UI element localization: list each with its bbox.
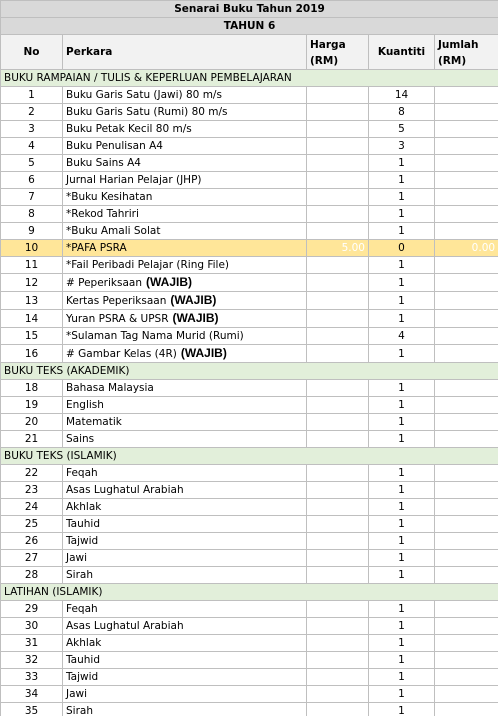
cell-jumlah[interactable] <box>435 310 499 328</box>
header-row <box>1 35 499 70</box>
cell-harga[interactable] <box>307 703 369 716</box>
cell-no[interactable]: 19 <box>1 397 63 414</box>
cell-kuantiti[interactable]: 1 <box>369 703 435 716</box>
item-label: Tajwid <box>66 671 99 683</box>
item-label: Buku Penulisan A4 <box>66 140 163 152</box>
cell-no[interactable]: 15 <box>1 328 63 345</box>
cell-no[interactable]: 11 <box>1 257 63 274</box>
cell-jumlah[interactable] <box>435 274 499 292</box>
cell-no[interactable]: 18 <box>1 380 63 397</box>
cell-perkara[interactable] <box>63 206 307 223</box>
table-row <box>1 567 499 584</box>
cell-no[interactable]: 25 <box>1 516 63 533</box>
cell-jumlah[interactable] <box>435 292 499 310</box>
cell-harga[interactable] <box>307 206 369 223</box>
cell-kuantiti[interactable]: 1 <box>369 397 435 414</box>
cell-kuantiti[interactable]: 4 <box>369 328 435 345</box>
cell-kuantiti[interactable]: 3 <box>369 138 435 155</box>
item-label: Buku Garis Satu (Jawi) 80 m/s <box>66 89 222 101</box>
cell-perkara[interactable] <box>63 310 307 328</box>
cell-perkara[interactable] <box>63 618 307 635</box>
cell-no[interactable]: 29 <box>1 601 63 618</box>
table-row <box>1 703 499 716</box>
cell-jumlah[interactable] <box>435 482 499 499</box>
item-label: # Peperiksaan <box>66 277 142 289</box>
cell-perkara[interactable] <box>63 465 307 482</box>
table-row <box>1 328 499 345</box>
cell-perkara[interactable] <box>63 138 307 155</box>
cell-kuantiti[interactable]: 1 <box>369 669 435 686</box>
header-no[interactable]: No <box>1 35 63 70</box>
cell-kuantiti[interactable]: 1 <box>369 206 435 223</box>
cell-jumlah[interactable]: 0.00 <box>435 240 499 257</box>
cell-harga[interactable] <box>307 550 369 567</box>
cell-kuantiti[interactable]: 1 <box>369 292 435 310</box>
cell-jumlah[interactable] <box>435 431 499 448</box>
cell-perkara[interactable] <box>63 567 307 584</box>
table-row <box>1 172 499 189</box>
cell-perkara[interactable] <box>63 516 307 533</box>
cell-kuantiti[interactable]: 1 <box>369 380 435 397</box>
table-row <box>1 686 499 703</box>
item-label: Jawi <box>66 688 88 700</box>
cell-jumlah[interactable] <box>435 567 499 584</box>
cell-perkara[interactable] <box>63 87 307 104</box>
cell-kuantiti[interactable]: 1 <box>369 618 435 635</box>
table-row <box>1 257 499 274</box>
section-label[interactable]: BUKU RAMPAIAN / TULIS & KEPERLUAN PEMBELAJARAN <box>1 70 499 87</box>
cell-perkara[interactable] <box>63 703 307 716</box>
cell-harga[interactable] <box>307 104 369 121</box>
cell-kuantiti[interactable]: 1 <box>369 482 435 499</box>
cell-perkara[interactable] <box>63 499 307 516</box>
cell-kuantiti[interactable]: 8 <box>369 104 435 121</box>
cell-kuantiti[interactable]: 1 <box>369 686 435 703</box>
cell-kuantiti[interactable]: 1 <box>369 274 435 292</box>
cell-no[interactable]: 16 <box>1 345 63 363</box>
cell-jumlah[interactable] <box>435 652 499 669</box>
item-label: Akhlak <box>66 637 102 649</box>
cell-no[interactable]: 13 <box>1 292 63 310</box>
cell-harga[interactable] <box>307 533 369 550</box>
cell-jumlah[interactable] <box>435 414 499 431</box>
cell-harga[interactable] <box>307 189 369 206</box>
cell-harga[interactable] <box>307 155 369 172</box>
cell-harga[interactable] <box>307 345 369 363</box>
cell-harga[interactable] <box>307 292 369 310</box>
table-row <box>1 380 499 397</box>
cell-perkara[interactable] <box>63 189 307 206</box>
item-label: Buku Garis Satu (Rumi) 80 m/s <box>66 106 228 118</box>
cell-kuantiti[interactable]: 5 <box>369 121 435 138</box>
cell-perkara[interactable] <box>63 345 307 363</box>
item-label: Feqah <box>66 603 98 615</box>
cell-jumlah[interactable] <box>435 499 499 516</box>
cell-jumlah[interactable] <box>435 257 499 274</box>
cell-kuantiti[interactable]: 1 <box>369 414 435 431</box>
cell-no[interactable]: 2 <box>1 104 63 121</box>
cell-harga[interactable] <box>307 686 369 703</box>
cell-jumlah[interactable] <box>435 189 499 206</box>
header-jumlah[interactable]: Jumlah (RM) <box>435 35 499 70</box>
cell-no[interactable]: 7 <box>1 189 63 206</box>
cell-perkara[interactable] <box>63 380 307 397</box>
cell-no[interactable]: 1 <box>1 87 63 104</box>
table-row <box>1 121 499 138</box>
cell-kuantiti[interactable]: 1 <box>369 189 435 206</box>
cell-perkara[interactable] <box>63 274 307 292</box>
table-row <box>1 499 499 516</box>
item-label: Buku Sains A4 <box>66 157 141 169</box>
table-row <box>1 87 499 104</box>
cell-harga[interactable] <box>307 482 369 499</box>
cell-no[interactable]: 8 <box>1 206 63 223</box>
item-label: # Gambar Kelas (4R) <box>66 348 177 360</box>
header-perkara[interactable]: Perkara <box>63 35 307 70</box>
cell-harga[interactable] <box>307 257 369 274</box>
cell-harga[interactable] <box>307 567 369 584</box>
item-label: Sirah <box>66 569 93 581</box>
cell-perkara[interactable] <box>63 686 307 703</box>
table-row <box>1 482 499 499</box>
cell-perkara[interactable] <box>63 155 307 172</box>
cell-kuantiti[interactable]: 1 <box>369 635 435 652</box>
table-row <box>1 345 499 363</box>
item-label: Sains <box>66 433 95 445</box>
cell-kuantiti[interactable]: 0 <box>369 240 435 257</box>
cell-jumlah[interactable] <box>435 380 499 397</box>
mandatory-tag: (WAJIB) <box>180 346 227 360</box>
table-row <box>1 414 499 431</box>
cell-harga[interactable] <box>307 499 369 516</box>
table-row <box>1 274 499 292</box>
cell-harga[interactable] <box>307 310 369 328</box>
item-label: *Sulaman Tag Nama Murid (Rumi) <box>66 330 244 342</box>
cell-no[interactable]: 24 <box>1 499 63 516</box>
cell-jumlah[interactable] <box>435 345 499 363</box>
item-label: *Buku Amali Solat <box>66 225 161 237</box>
item-label: Yuran PSRA & UPSR <box>66 313 169 325</box>
cell-kuantiti[interactable]: 1 <box>369 310 435 328</box>
cell-harga[interactable] <box>307 223 369 240</box>
cell-kuantiti[interactable]: 1 <box>369 499 435 516</box>
table-row <box>1 618 499 635</box>
cell-jumlah[interactable] <box>435 87 499 104</box>
header-harga[interactable]: Harga (RM) <box>307 35 369 70</box>
cell-perkara[interactable] <box>63 533 307 550</box>
cell-jumlah[interactable] <box>435 669 499 686</box>
cell-kuantiti[interactable]: 1 <box>369 345 435 363</box>
cell-kuantiti[interactable]: 14 <box>369 87 435 104</box>
cell-kuantiti[interactable]: 1 <box>369 172 435 189</box>
cell-harga[interactable] <box>307 172 369 189</box>
table-row <box>1 397 499 414</box>
table-row <box>1 652 499 669</box>
cell-jumlah[interactable] <box>435 703 499 716</box>
item-label: Tajwid <box>66 535 99 547</box>
cell-harga[interactable] <box>307 652 369 669</box>
cell-perkara[interactable] <box>63 431 307 448</box>
section-row <box>1 448 499 465</box>
cell-jumlah[interactable] <box>435 550 499 567</box>
cell-jumlah[interactable] <box>435 533 499 550</box>
item-label: Jurnal Harian Pelajar (JHP) <box>66 174 202 186</box>
cell-perkara[interactable] <box>63 550 307 567</box>
cell-harga[interactable] <box>307 618 369 635</box>
item-label: Feqah <box>66 467 98 479</box>
cell-no[interactable]: 27 <box>1 550 63 567</box>
cell-no[interactable]: 9 <box>1 223 63 240</box>
table-row <box>1 431 499 448</box>
table-row <box>1 465 499 482</box>
cell-jumlah[interactable] <box>435 206 499 223</box>
cell-no[interactable]: 28 <box>1 567 63 584</box>
cell-jumlah[interactable] <box>435 601 499 618</box>
item-label: Akhlak <box>66 501 102 513</box>
cell-perkara[interactable] <box>63 635 307 652</box>
cell-jumlah[interactable] <box>435 104 499 121</box>
cell-kuantiti[interactable]: 1 <box>369 601 435 618</box>
cell-kuantiti[interactable]: 1 <box>369 550 435 567</box>
cell-harga[interactable] <box>307 380 369 397</box>
cell-no[interactable]: 21 <box>1 431 63 448</box>
cell-harga[interactable] <box>307 431 369 448</box>
item-label: Asas Lughatul Arabiah <box>66 484 184 496</box>
cell-perkara[interactable] <box>63 652 307 669</box>
table-row <box>1 104 499 121</box>
cell-kuantiti[interactable]: 1 <box>369 516 435 533</box>
cell-kuantiti[interactable]: 1 <box>369 257 435 274</box>
cell-jumlah[interactable] <box>435 328 499 345</box>
cell-harga[interactable] <box>307 397 369 414</box>
item-label: Buku Petak Kecil 80 m/s <box>66 123 192 135</box>
cell-perkara[interactable] <box>63 172 307 189</box>
item-label: English <box>66 399 104 411</box>
cell-jumlah[interactable] <box>435 172 499 189</box>
cell-jumlah[interactable] <box>435 155 499 172</box>
cell-no[interactable]: 3 <box>1 121 63 138</box>
cell-jumlah[interactable] <box>435 618 499 635</box>
cell-kuantiti[interactable]: 1 <box>369 431 435 448</box>
section-label[interactable]: LATIHAN (ISLAMIK) <box>1 584 499 601</box>
item-label: *Fail Peribadi Pelajar (Ring File) <box>66 259 230 271</box>
cell-no[interactable]: 30 <box>1 618 63 635</box>
table-row <box>1 601 499 618</box>
cell-no[interactable]: 4 <box>1 138 63 155</box>
section-row <box>1 70 499 87</box>
cell-kuantiti[interactable]: 1 <box>369 533 435 550</box>
table-row <box>1 533 499 550</box>
item-label: *Buku Kesihatan <box>66 191 153 203</box>
section-row <box>1 363 499 380</box>
item-label: Matematik <box>66 416 122 428</box>
cell-perkara[interactable] <box>63 223 307 240</box>
cell-kuantiti[interactable]: 1 <box>369 223 435 240</box>
cell-perkara[interactable] <box>63 292 307 310</box>
item-label: Jawi <box>66 552 88 564</box>
cell-jumlah[interactable] <box>435 397 499 414</box>
subtitle-row <box>1 18 499 35</box>
cell-jumlah[interactable] <box>435 465 499 482</box>
cell-jumlah[interactable] <box>435 138 499 155</box>
cell-perkara[interactable] <box>63 397 307 414</box>
title-row <box>1 1 499 18</box>
section-row <box>1 584 499 601</box>
item-label: Kertas Peperiksaan <box>66 295 167 307</box>
cell-jumlah[interactable] <box>435 223 499 240</box>
table-row <box>1 550 499 567</box>
cell-no[interactable]: 34 <box>1 686 63 703</box>
cell-no[interactable]: 26 <box>1 533 63 550</box>
sheet-title[interactable]: Senarai Buku Tahun 2019 <box>1 1 499 18</box>
sheet-subtitle[interactable]: TAHUN 6 <box>1 18 499 35</box>
table-row <box>1 189 499 206</box>
cell-harga[interactable] <box>307 274 369 292</box>
cell-harga[interactable] <box>307 414 369 431</box>
cell-perkara[interactable] <box>63 104 307 121</box>
cell-jumlah[interactable] <box>435 635 499 652</box>
cell-no[interactable]: 6 <box>1 172 63 189</box>
cell-perkara[interactable] <box>63 482 307 499</box>
table-row <box>1 635 499 652</box>
item-label: Bahasa Malaysia <box>66 382 154 394</box>
cell-perkara[interactable] <box>63 257 307 274</box>
cell-no[interactable]: 5 <box>1 155 63 172</box>
cell-no[interactable]: 14 <box>1 310 63 328</box>
item-label: *Rekod Tahriri <box>66 208 139 220</box>
cell-no[interactable]: 33 <box>1 669 63 686</box>
cell-kuantiti[interactable]: 1 <box>369 567 435 584</box>
cell-harga[interactable] <box>307 601 369 618</box>
cell-perkara[interactable] <box>63 240 307 257</box>
table-row <box>1 206 499 223</box>
cell-jumlah[interactable] <box>435 121 499 138</box>
cell-perkara[interactable] <box>63 414 307 431</box>
cell-harga[interactable] <box>307 669 369 686</box>
cell-kuantiti[interactable]: 1 <box>369 465 435 482</box>
cell-no[interactable]: 12 <box>1 274 63 292</box>
cell-harga[interactable] <box>307 121 369 138</box>
cell-kuantiti[interactable]: 1 <box>369 155 435 172</box>
cell-no[interactable]: 32 <box>1 652 63 669</box>
table-row <box>1 292 499 310</box>
cell-kuantiti[interactable]: 1 <box>369 652 435 669</box>
cell-perkara[interactable] <box>63 601 307 618</box>
cell-perkara[interactable] <box>63 121 307 138</box>
cell-no[interactable]: 31 <box>1 635 63 652</box>
cell-harga[interactable] <box>307 635 369 652</box>
mandatory-tag: (WAJIB) <box>170 293 217 307</box>
cell-harga[interactable]: 5.00 <box>307 240 369 257</box>
section-label[interactable]: BUKU TEKS (AKADEMIK) <box>1 363 499 380</box>
table-row <box>1 310 499 328</box>
cell-perkara[interactable] <box>63 669 307 686</box>
mandatory-tag: (WAJIB) <box>146 275 192 289</box>
cell-no[interactable]: 35 <box>1 703 63 716</box>
section-label[interactable]: BUKU TEKS (ISLAMIK) <box>1 448 499 465</box>
table-row <box>1 240 499 257</box>
table-row <box>1 516 499 533</box>
cell-harga[interactable] <box>307 87 369 104</box>
cell-no[interactable]: 23 <box>1 482 63 499</box>
cell-harga[interactable] <box>307 516 369 533</box>
cell-jumlah[interactable] <box>435 686 499 703</box>
item-label: Tauhid <box>66 654 101 666</box>
table-row <box>1 223 499 240</box>
item-label: Tauhid <box>66 518 101 530</box>
cell-harga[interactable] <box>307 138 369 155</box>
table-row <box>1 669 499 686</box>
mandatory-tag: (WAJIB) <box>172 311 219 325</box>
cell-jumlah[interactable] <box>435 516 499 533</box>
cell-no[interactable]: 20 <box>1 414 63 431</box>
table-row <box>1 155 499 172</box>
cell-no[interactable]: 10 <box>1 240 63 257</box>
header-kuantiti[interactable]: Kuantiti <box>369 35 435 70</box>
item-label: *PAFA PSRA <box>66 242 127 254</box>
cell-harga[interactable] <box>307 328 369 345</box>
item-label: Asas Lughatul Arabiah <box>66 620 184 632</box>
cell-perkara[interactable] <box>63 328 307 345</box>
cell-no[interactable]: 22 <box>1 465 63 482</box>
table-row <box>1 138 499 155</box>
cell-harga[interactable] <box>307 465 369 482</box>
item-label: Sirah <box>66 705 93 716</box>
